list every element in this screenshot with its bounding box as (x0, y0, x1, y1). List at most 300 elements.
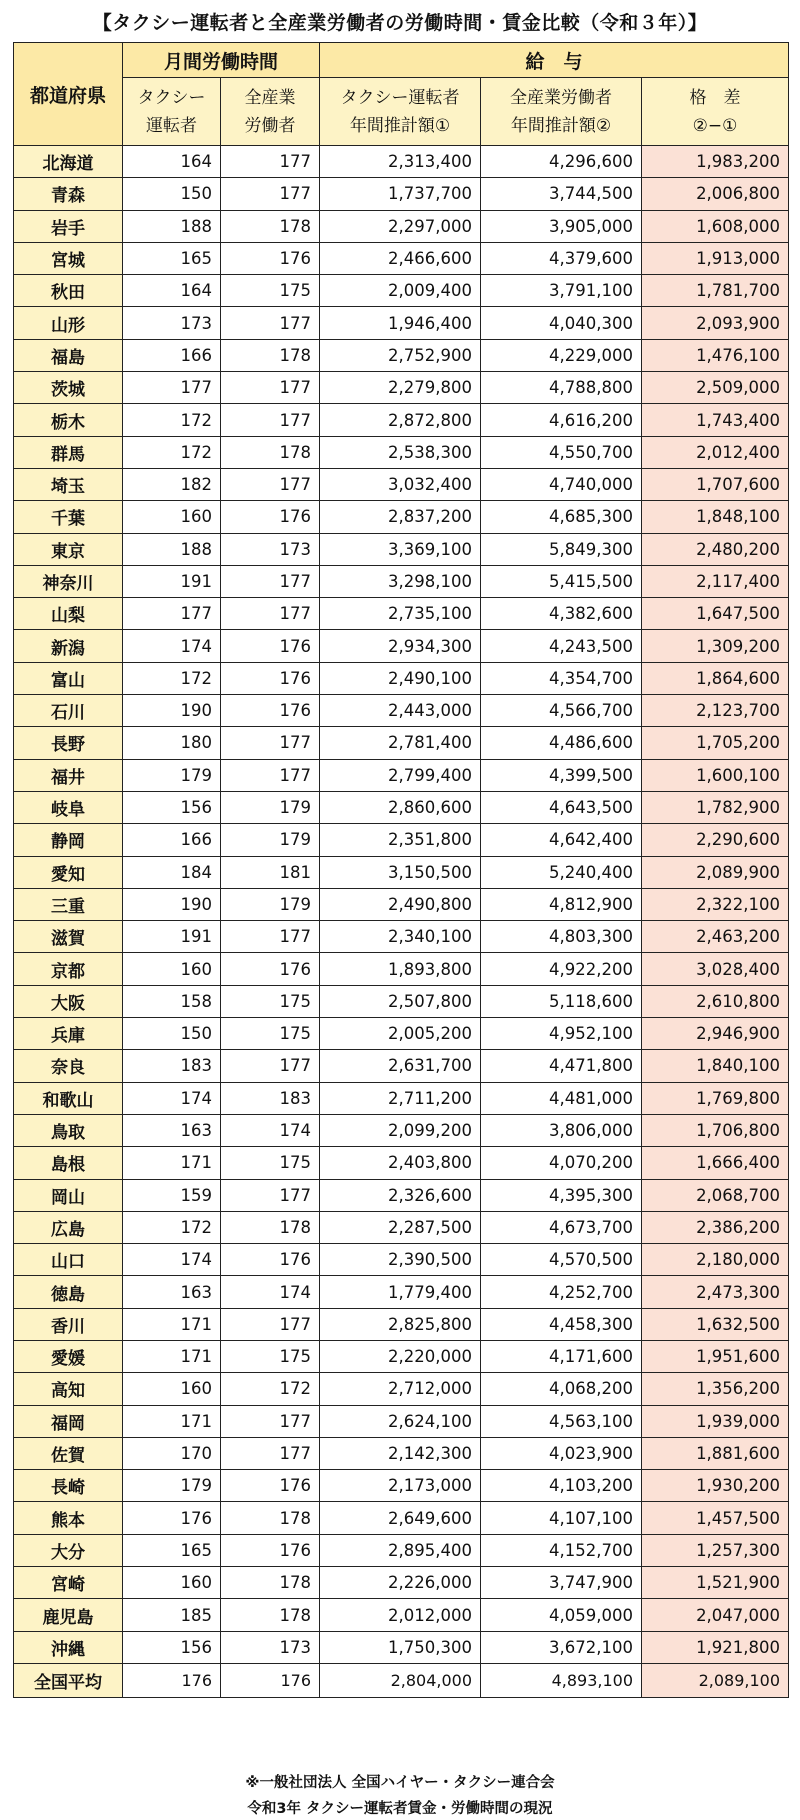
taxi-hours-cell: 164 (123, 146, 221, 178)
taxi-wage-cell: 2,005,200 (320, 1018, 481, 1050)
prefecture-cell: 宮城 (14, 242, 123, 274)
table-row (14, 178, 789, 210)
header-wage: 給 与 (320, 43, 789, 78)
taxi-wage-cell: 2,507,800 (320, 985, 481, 1017)
gap-cell: 1,356,200 (642, 1373, 789, 1405)
taxi-wage-cell: 3,369,100 (320, 533, 481, 565)
all-wage-cell: 4,070,200 (481, 1147, 642, 1179)
table-row (14, 695, 789, 727)
all-hours-cell: 175 (221, 1147, 320, 1179)
gap-cell: 2,473,300 (642, 1276, 789, 1308)
header-all-hours (221, 78, 320, 146)
taxi-wage-cell: 2,340,100 (320, 921, 481, 953)
taxi-hours-cell: 179 (123, 1470, 221, 1502)
all-hours-cell: 177 (221, 468, 320, 500)
prefecture-cell: 島根 (14, 1147, 123, 1179)
gap-cell: 1,983,200 (642, 146, 789, 178)
gap-cell: 1,913,000 (642, 242, 789, 274)
table-row (14, 1567, 789, 1599)
prefecture-cell: 鳥取 (14, 1114, 123, 1146)
all-hours-cell: 177 (221, 565, 320, 597)
gap-cell: 1,600,100 (642, 759, 789, 791)
all-hours-cell: 176 (221, 953, 320, 985)
prefecture-cell: 青森 (14, 178, 123, 210)
taxi-wage-cell: 2,624,100 (320, 1405, 481, 1437)
header-row-group (14, 43, 789, 78)
taxi-wage-cell: 2,099,200 (320, 1114, 481, 1146)
header-gap (642, 78, 789, 146)
gap-cell: 1,666,400 (642, 1147, 789, 1179)
gap-cell: 2,117,400 (642, 565, 789, 597)
header-row-columns (14, 78, 789, 146)
gap-cell: 1,706,800 (642, 1114, 789, 1146)
taxi-hours-cell: 182 (123, 468, 221, 500)
table-row (14, 1534, 789, 1566)
header-taxi-wage (320, 78, 481, 146)
header-all-wage (481, 78, 642, 146)
prefecture-cell: 神奈川 (14, 565, 123, 597)
gap-cell: 1,781,700 (642, 275, 789, 307)
taxi-hours-cell: 174 (123, 630, 221, 662)
all-hours-cell: 177 (221, 1308, 320, 1340)
all-wage-cell: 4,229,000 (481, 339, 642, 371)
header-all-hours-line1: 全産業 (244, 87, 296, 108)
gap-cell: 2,463,200 (642, 921, 789, 953)
taxi-wage-cell: 2,735,100 (320, 598, 481, 630)
table-body (14, 146, 789, 1664)
table-row (14, 953, 789, 985)
gap-cell: 2,290,600 (642, 824, 789, 856)
average-taxi-hours: 176 (123, 1663, 221, 1697)
taxi-hours-cell: 171 (123, 1147, 221, 1179)
table-row (14, 404, 789, 436)
prefecture-cell: 奈良 (14, 1050, 123, 1082)
all-wage-cell: 4,550,700 (481, 436, 642, 468)
prefecture-cell: 和歌山 (14, 1082, 123, 1114)
all-hours-cell: 177 (221, 1179, 320, 1211)
all-wage-cell: 4,040,300 (481, 307, 642, 339)
gap-cell: 2,946,900 (642, 1018, 789, 1050)
taxi-hours-cell: 166 (123, 824, 221, 856)
all-wage-cell: 5,118,600 (481, 985, 642, 1017)
table-row (14, 1631, 789, 1663)
table-row (14, 888, 789, 920)
prefecture-cell: 福岡 (14, 1405, 123, 1437)
taxi-wage-cell: 2,934,300 (320, 630, 481, 662)
all-wage-cell: 4,803,300 (481, 921, 642, 953)
taxi-hours-cell: 163 (123, 1114, 221, 1146)
table-row (14, 242, 789, 274)
all-hours-cell: 176 (221, 1470, 320, 1502)
table-row (14, 1244, 789, 1276)
taxi-hours-cell: 177 (123, 598, 221, 630)
all-wage-cell: 4,643,500 (481, 791, 642, 823)
prefecture-cell: 岐阜 (14, 791, 123, 823)
prefecture-cell: 高知 (14, 1373, 123, 1405)
taxi-wage-cell: 2,443,000 (320, 695, 481, 727)
source-note: ※一般社団法人 全国ハイヤー・タクシー連合会 (245, 1775, 555, 1791)
gap-cell: 1,864,600 (642, 662, 789, 694)
average-taxi-wage: 2,804,000 (320, 1663, 481, 1697)
all-wage-cell: 3,672,100 (481, 1631, 642, 1663)
prefecture-cell: 兵庫 (14, 1018, 123, 1050)
table-row (14, 436, 789, 468)
all-wage-cell: 3,747,900 (481, 1567, 642, 1599)
prefecture-cell: 北海道 (14, 146, 123, 178)
gap-cell: 3,028,400 (642, 953, 789, 985)
prefecture-cell: 山口 (14, 1244, 123, 1276)
all-hours-cell: 178 (221, 436, 320, 468)
all-wage-cell: 4,023,900 (481, 1437, 642, 1469)
taxi-wage-cell: 2,279,800 (320, 372, 481, 404)
taxi-wage-cell: 2,781,400 (320, 727, 481, 759)
taxi-wage-cell: 2,649,600 (320, 1502, 481, 1534)
all-wage-cell: 3,791,100 (481, 275, 642, 307)
taxi-hours-cell: 180 (123, 727, 221, 759)
all-hours-cell: 177 (221, 372, 320, 404)
gap-cell: 1,769,800 (642, 1082, 789, 1114)
table-row (14, 307, 789, 339)
table-row (14, 985, 789, 1017)
prefecture-cell: 岩手 (14, 210, 123, 242)
gap-cell: 1,309,200 (642, 630, 789, 662)
gap-cell: 1,881,600 (642, 1437, 789, 1469)
table-row (14, 630, 789, 662)
table-row (14, 598, 789, 630)
gap-cell: 1,457,500 (642, 1502, 789, 1534)
taxi-hours-cell: 190 (123, 888, 221, 920)
all-wage-cell: 5,240,400 (481, 856, 642, 888)
table-row (14, 1308, 789, 1340)
table-row (14, 1502, 789, 1534)
gap-cell: 1,848,100 (642, 501, 789, 533)
taxi-wage-cell: 2,297,000 (320, 210, 481, 242)
prefecture-cell: 千葉 (14, 501, 123, 533)
taxi-wage-cell: 2,490,100 (320, 662, 481, 694)
all-wage-cell: 4,616,200 (481, 404, 642, 436)
all-hours-cell: 176 (221, 242, 320, 274)
taxi-hours-cell: 174 (123, 1244, 221, 1276)
taxi-wage-cell: 2,711,200 (320, 1082, 481, 1114)
taxi-wage-cell: 2,837,200 (320, 501, 481, 533)
all-wage-cell: 4,059,000 (481, 1599, 642, 1631)
taxi-hours-cell: 176 (123, 1502, 221, 1534)
table-row (14, 1147, 789, 1179)
prefecture-cell: 栃木 (14, 404, 123, 436)
all-hours-cell: 178 (221, 1502, 320, 1534)
prefecture-cell: 埼玉 (14, 468, 123, 500)
gap-cell: 1,476,100 (642, 339, 789, 371)
gap-cell: 2,047,000 (642, 1599, 789, 1631)
all-hours-cell: 175 (221, 985, 320, 1017)
all-hours-cell: 176 (221, 1534, 320, 1566)
prefecture-cell: 山形 (14, 307, 123, 339)
taxi-hours-cell: 160 (123, 1567, 221, 1599)
all-hours-cell: 176 (221, 630, 320, 662)
gap-cell: 1,939,000 (642, 1405, 789, 1437)
header-gap-line2: ②−① (692, 115, 738, 136)
table-row (14, 501, 789, 533)
header-gap-line1: 格 差 (689, 87, 741, 108)
gap-cell: 1,521,900 (642, 1567, 789, 1599)
taxi-hours-cell: 184 (123, 856, 221, 888)
all-wage-cell: 4,399,500 (481, 759, 642, 791)
taxi-wage-cell: 2,712,000 (320, 1373, 481, 1405)
taxi-hours-cell: 191 (123, 565, 221, 597)
taxi-hours-cell: 156 (123, 791, 221, 823)
all-hours-cell: 173 (221, 1631, 320, 1663)
taxi-wage-cell: 1,737,700 (320, 178, 481, 210)
taxi-hours-cell: 172 (123, 436, 221, 468)
all-wage-cell: 4,382,600 (481, 598, 642, 630)
taxi-hours-cell: 160 (123, 501, 221, 533)
taxi-wage-cell: 2,752,900 (320, 339, 481, 371)
header-monthly-hours: 月間労働時間 (123, 43, 320, 78)
all-wage-cell: 4,171,600 (481, 1340, 642, 1372)
taxi-hours-cell: 190 (123, 695, 221, 727)
all-hours-cell: 177 (221, 1405, 320, 1437)
taxi-wage-cell: 2,226,000 (320, 1567, 481, 1599)
all-wage-cell: 4,673,700 (481, 1211, 642, 1243)
all-wage-cell: 3,806,000 (481, 1114, 642, 1146)
prefecture-cell: 静岡 (14, 824, 123, 856)
taxi-wage-cell: 2,390,500 (320, 1244, 481, 1276)
all-hours-cell: 177 (221, 1050, 320, 1082)
prefecture-cell: 山梨 (14, 598, 123, 630)
all-hours-cell: 177 (221, 178, 320, 210)
all-hours-cell: 176 (221, 501, 320, 533)
taxi-wage-cell: 1,946,400 (320, 307, 481, 339)
all-hours-cell: 177 (221, 727, 320, 759)
all-wage-cell: 4,068,200 (481, 1373, 642, 1405)
taxi-hours-cell: 163 (123, 1276, 221, 1308)
taxi-hours-cell: 179 (123, 759, 221, 791)
all-wage-cell: 5,849,300 (481, 533, 642, 565)
all-wage-cell: 4,354,700 (481, 662, 642, 694)
table-row (14, 1405, 789, 1437)
table-row (14, 565, 789, 597)
prefecture-cell: 福井 (14, 759, 123, 791)
taxi-hours-cell: 173 (123, 307, 221, 339)
taxi-wage-cell: 2,895,400 (320, 1534, 481, 1566)
prefecture-cell: 鹿児島 (14, 1599, 123, 1631)
prefecture-cell: 石川 (14, 695, 123, 727)
header-taxi-hours-line1: タクシー (137, 87, 206, 108)
taxi-hours-cell: 156 (123, 1631, 221, 1663)
taxi-hours-cell: 172 (123, 662, 221, 694)
prefecture-cell: 香川 (14, 1308, 123, 1340)
table-row (14, 275, 789, 307)
table-row (14, 727, 789, 759)
taxi-wage-cell: 2,313,400 (320, 146, 481, 178)
gap-cell: 2,480,200 (642, 533, 789, 565)
table-row (14, 468, 789, 500)
gap-cell: 1,608,000 (642, 210, 789, 242)
table-row (14, 791, 789, 823)
table-row (14, 1082, 789, 1114)
all-hours-cell: 177 (221, 921, 320, 953)
taxi-wage-cell: 2,631,700 (320, 1050, 481, 1082)
taxi-wage-cell: 2,173,000 (320, 1470, 481, 1502)
taxi-wage-cell: 2,287,500 (320, 1211, 481, 1243)
gap-cell: 1,632,500 (642, 1308, 789, 1340)
taxi-hours-cell: 183 (123, 1050, 221, 1082)
all-wage-cell: 4,107,100 (481, 1502, 642, 1534)
prefecture-cell: 大分 (14, 1534, 123, 1566)
gap-cell: 2,386,200 (642, 1211, 789, 1243)
prefecture-cell: 大阪 (14, 985, 123, 1017)
taxi-hours-cell: 171 (123, 1340, 221, 1372)
prefecture-cell: 愛知 (14, 856, 123, 888)
all-hours-cell: 177 (221, 598, 320, 630)
table-row (14, 1179, 789, 1211)
all-wage-cell: 4,570,500 (481, 1244, 642, 1276)
header-all-hours-line2: 労働者 (244, 115, 296, 136)
header-taxi-wage-line1: タクシー運転者 (340, 87, 460, 108)
taxi-hours-cell: 174 (123, 1082, 221, 1114)
prefecture-cell: 秋田 (14, 275, 123, 307)
all-hours-cell: 176 (221, 1244, 320, 1276)
page-title: 【タクシー運転者と全産業労働者の労働時間・賃金比較（令和３年）】 (92, 12, 708, 34)
all-wage-cell: 4,812,900 (481, 888, 642, 920)
header-taxi-hours-line2: 運転者 (146, 115, 197, 136)
taxi-wage-cell: 3,298,100 (320, 565, 481, 597)
prefecture-cell: 徳島 (14, 1276, 123, 1308)
all-wage-cell: 4,296,600 (481, 146, 642, 178)
table-row (14, 824, 789, 856)
table-row (14, 1276, 789, 1308)
prefecture-cell: 三重 (14, 888, 123, 920)
taxi-wage-cell: 1,779,400 (320, 1276, 481, 1308)
all-hours-cell: 177 (221, 1437, 320, 1469)
all-hours-cell: 179 (221, 888, 320, 920)
all-wage-cell: 4,458,300 (481, 1308, 642, 1340)
table-row (14, 1114, 789, 1146)
all-hours-cell: 175 (221, 1018, 320, 1050)
all-hours-cell: 178 (221, 1567, 320, 1599)
taxi-hours-cell: 158 (123, 985, 221, 1017)
header-prefecture: 都道府県 (14, 43, 123, 146)
gap-cell: 2,006,800 (642, 178, 789, 210)
table-row (14, 339, 789, 371)
gap-cell: 1,782,900 (642, 791, 789, 823)
average-all-hours: 176 (221, 1663, 320, 1697)
prefecture-cell: 佐賀 (14, 1437, 123, 1469)
taxi-hours-cell: 188 (123, 210, 221, 242)
taxi-wage-cell: 2,009,400 (320, 275, 481, 307)
all-hours-cell: 179 (221, 824, 320, 856)
average-label: 全国平均 (14, 1663, 123, 1697)
all-hours-cell: 181 (221, 856, 320, 888)
table-row (14, 856, 789, 888)
all-hours-cell: 176 (221, 662, 320, 694)
all-hours-cell: 175 (221, 275, 320, 307)
taxi-wage-cell: 2,490,800 (320, 888, 481, 920)
all-wage-cell: 4,740,000 (481, 468, 642, 500)
gap-cell: 1,930,200 (642, 1470, 789, 1502)
taxi-hours-cell: 166 (123, 339, 221, 371)
all-wage-cell: 4,481,000 (481, 1082, 642, 1114)
prefecture-cell: 富山 (14, 662, 123, 694)
taxi-hours-cell: 177 (123, 372, 221, 404)
taxi-wage-cell: 2,860,600 (320, 791, 481, 823)
table-row (14, 533, 789, 565)
all-hours-cell: 176 (221, 695, 320, 727)
all-hours-cell: 177 (221, 759, 320, 791)
taxi-wage-cell: 2,351,800 (320, 824, 481, 856)
all-wage-cell: 4,788,800 (481, 372, 642, 404)
table-row (14, 759, 789, 791)
taxi-hours-cell: 165 (123, 1534, 221, 1566)
all-wage-cell: 4,563,100 (481, 1405, 642, 1437)
taxi-hours-cell: 165 (123, 242, 221, 274)
table-row (14, 372, 789, 404)
prefecture-cell: 茨城 (14, 372, 123, 404)
taxi-wage-cell: 2,466,600 (320, 242, 481, 274)
all-wage-cell: 5,415,500 (481, 565, 642, 597)
gap-cell: 1,647,500 (642, 598, 789, 630)
prefecture-cell: 長崎 (14, 1470, 123, 1502)
taxi-hours-cell: 185 (123, 1599, 221, 1631)
all-wage-cell: 4,922,200 (481, 953, 642, 985)
all-hours-cell: 177 (221, 307, 320, 339)
wage-comparison-table (13, 42, 789, 1698)
taxi-wage-cell: 2,220,000 (320, 1340, 481, 1372)
prefecture-cell: 広島 (14, 1211, 123, 1243)
taxi-wage-cell: 3,150,500 (320, 856, 481, 888)
all-wage-cell: 4,471,800 (481, 1050, 642, 1082)
all-wage-cell: 4,395,300 (481, 1179, 642, 1211)
gap-cell: 2,322,100 (642, 888, 789, 920)
gap-cell: 1,921,800 (642, 1631, 789, 1663)
taxi-wage-cell: 3,032,400 (320, 468, 481, 500)
all-wage-cell: 3,905,000 (481, 210, 642, 242)
prefecture-cell: 滋賀 (14, 921, 123, 953)
gap-cell: 1,705,200 (642, 727, 789, 759)
source-title: 令和3年 タクシー運転者賃金・労働時間の現況 (247, 1801, 553, 1817)
all-hours-cell: 183 (221, 1082, 320, 1114)
all-wage-cell: 4,685,300 (481, 501, 642, 533)
gap-cell: 2,068,700 (642, 1179, 789, 1211)
all-hours-cell: 178 (221, 1599, 320, 1631)
taxi-hours-cell: 172 (123, 404, 221, 436)
prefecture-cell: 東京 (14, 533, 123, 565)
average-all-wage: 4,893,100 (481, 1663, 642, 1697)
taxi-wage-cell: 2,872,800 (320, 404, 481, 436)
header-taxi-wage-line2: 年間推計額① (349, 115, 451, 136)
taxi-wage-cell: 2,403,800 (320, 1147, 481, 1179)
all-hours-cell: 179 (221, 791, 320, 823)
all-hours-cell: 174 (221, 1114, 320, 1146)
taxi-wage-cell: 2,142,300 (320, 1437, 481, 1469)
taxi-hours-cell: 160 (123, 1373, 221, 1405)
taxi-hours-cell: 170 (123, 1437, 221, 1469)
gap-cell: 2,089,900 (642, 856, 789, 888)
table-row (14, 210, 789, 242)
gap-cell: 2,610,800 (642, 985, 789, 1017)
taxi-wage-cell: 2,012,000 (320, 1599, 481, 1631)
taxi-wage-cell: 2,825,800 (320, 1308, 481, 1340)
prefecture-cell: 熊本 (14, 1502, 123, 1534)
all-wage-cell: 4,566,700 (481, 695, 642, 727)
table-row (14, 1211, 789, 1243)
taxi-wage-cell: 1,750,300 (320, 1631, 481, 1663)
gap-cell: 2,180,000 (642, 1244, 789, 1276)
gap-cell: 1,743,400 (642, 404, 789, 436)
all-hours-cell: 177 (221, 146, 320, 178)
gap-cell: 1,840,100 (642, 1050, 789, 1082)
table-row (14, 1373, 789, 1405)
